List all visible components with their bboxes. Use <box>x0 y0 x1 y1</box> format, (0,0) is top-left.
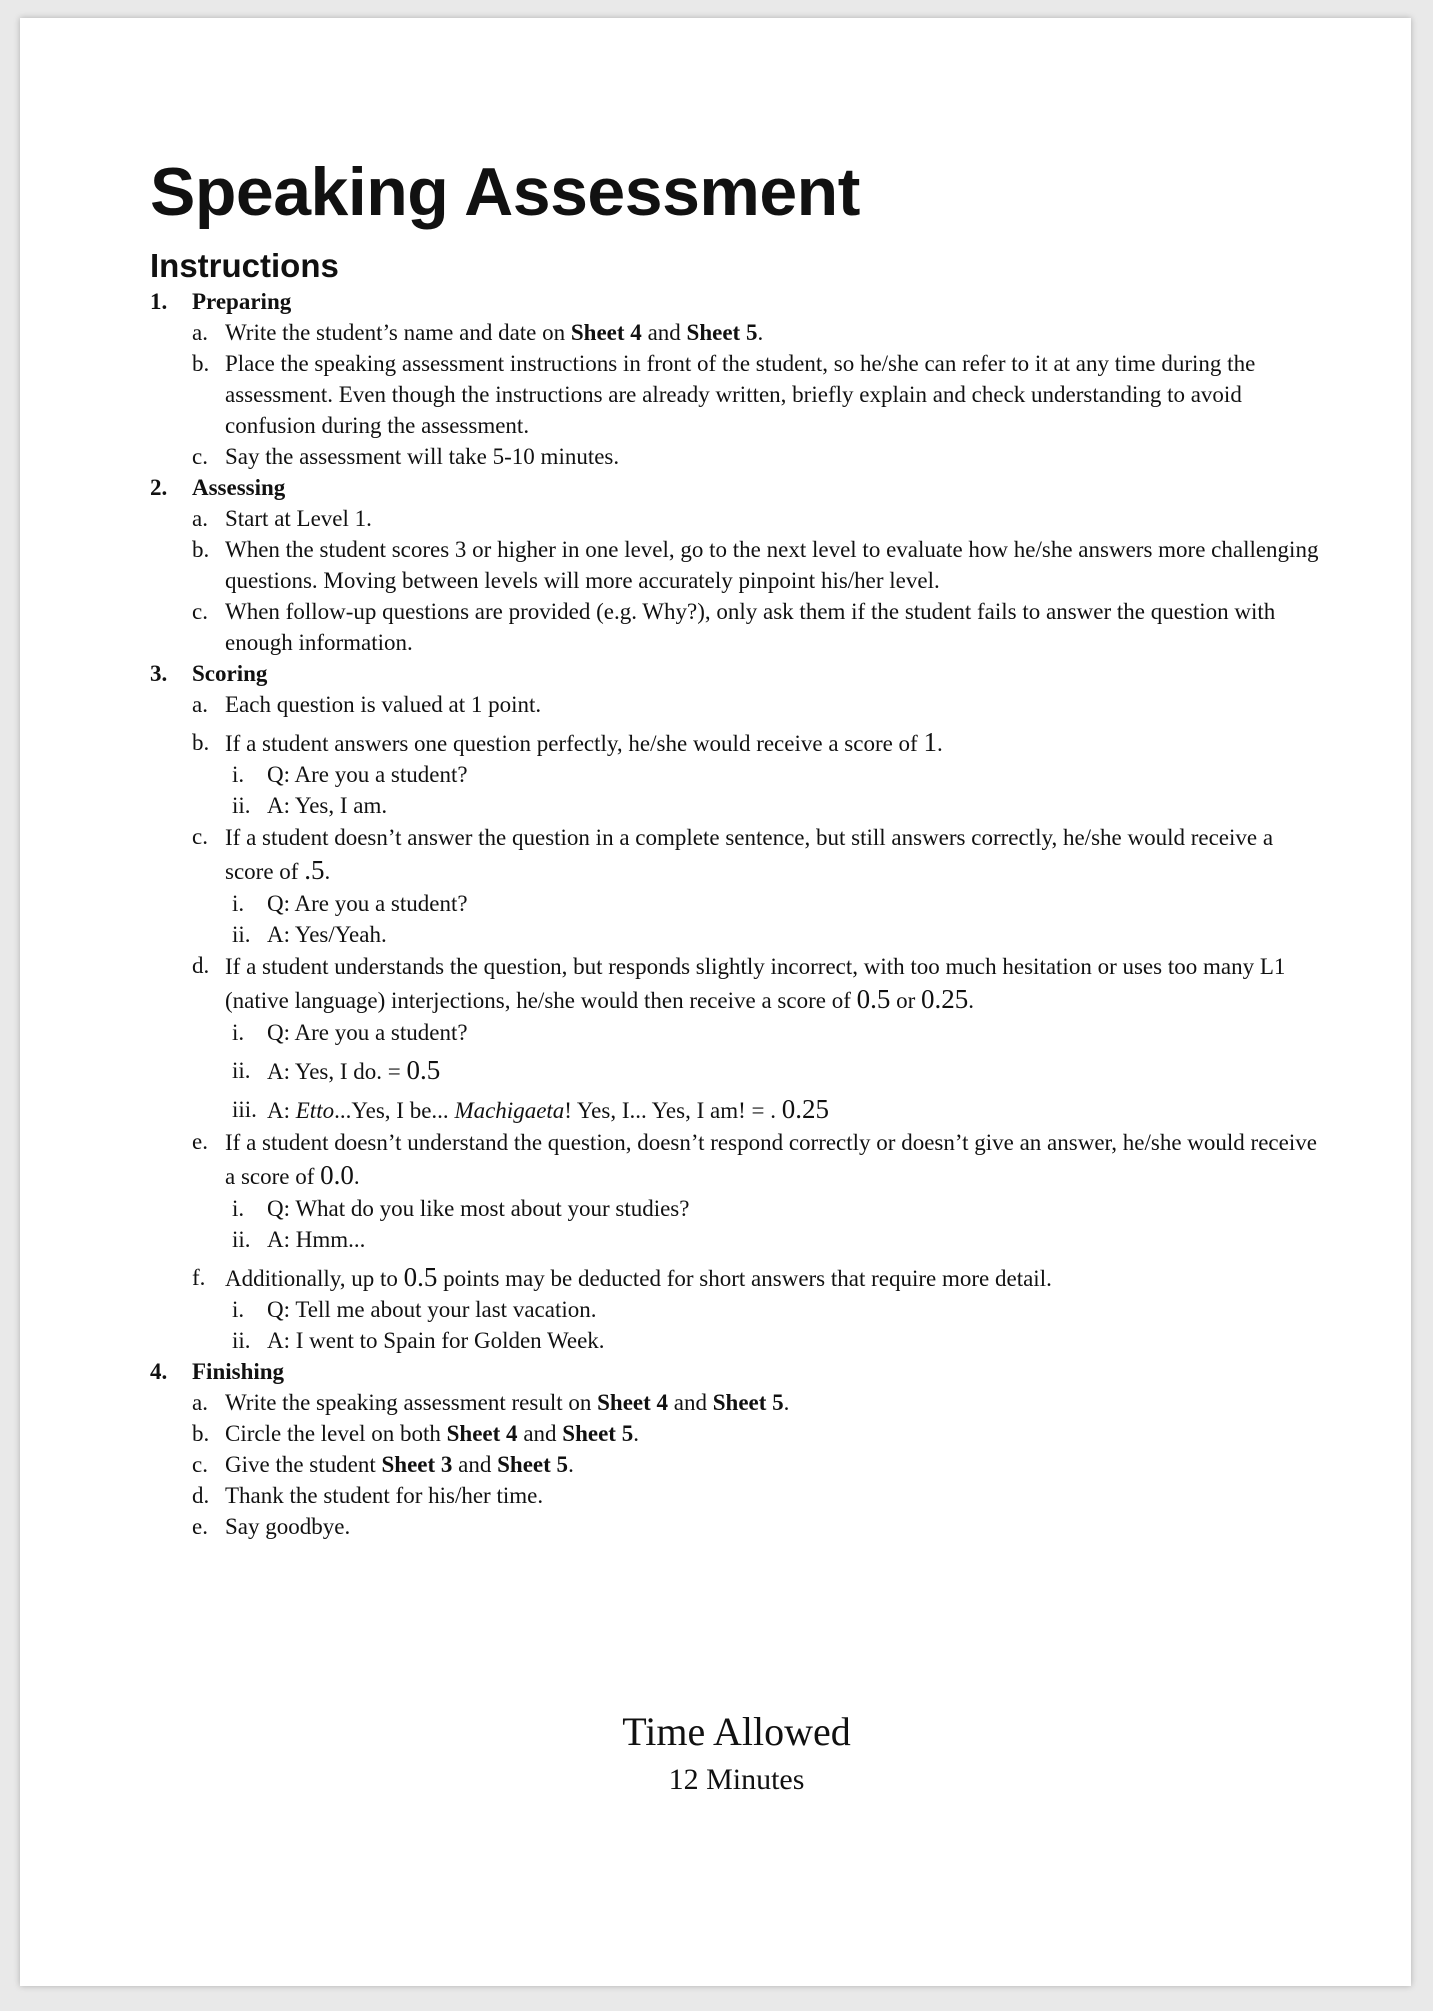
sub-item: ii. A: Yes, I do. = 0.5 <box>232 1055 441 1086</box>
item-text: If a student doesn’t understand the question, doesn’t respond correctly or doesn’t give an answer, he/she would receive a score of 0.0. <box>225 1130 1317 1191</box>
list-item <box>150 1387 1320 1418</box>
item-text: Place the speaking assessment instructions in front of the student, so he/she can refer to it at any time during the assessment. Even though the instructions are already written, briefly explain and check understanding to avoid confusion during the assessment. <box>225 351 1256 439</box>
item-text: Start at Level 1. <box>225 506 372 532</box>
list-item <box>150 348 1320 441</box>
item-text: Additionally, up to 0.5 points may be deducted for short answers that require more detail. <box>225 1262 1052 1293</box>
section-number: 4. <box>150 1359 168 1385</box>
list-item <box>150 596 1320 658</box>
item-marker: a. <box>192 692 208 718</box>
item-marker: a. <box>192 1390 208 1416</box>
score-value: .5 <box>304 855 325 886</box>
time-allowed-title: Time Allowed <box>622 1709 851 1754</box>
list-item <box>150 950 1320 1017</box>
item-marker: f. <box>192 1265 206 1291</box>
time-allowed-value: 12 Minutes <box>668 1763 805 1796</box>
list-item <box>150 503 1320 534</box>
item-marker: a. <box>192 320 208 346</box>
document-content <box>150 154 1320 1542</box>
item-marker: b. <box>192 1421 210 1447</box>
section-assessing <box>150 472 1320 503</box>
sub-item: i. Q: Are you a student? <box>232 891 468 917</box>
sub-item: ii. A: Hmm... <box>232 1227 366 1253</box>
item-text: Write the speaking assessment result on Sheet 4 and Sheet 5. <box>225 1390 790 1416</box>
document-page <box>20 18 1411 1986</box>
item-text: Give the student Sheet 3 and Sheet 5. <box>225 1452 574 1478</box>
item-text: If a student doesn’t answer the question in a complete sentence, but still answers correctly, he/she would receive a score of .5. <box>225 825 1274 886</box>
list-item <box>150 727 1320 759</box>
item-text: If a student understands the question, but responds slightly incorrect, with too much hesitation or uses too many L1 (native language) interjections, he/she would then receive a score of 0.5 or 0.25. <box>225 954 1286 1015</box>
item-marker: e. <box>192 1129 208 1155</box>
sub-item: i. Q: What do you like most about your studies? <box>232 1196 690 1222</box>
list-item <box>150 1262 1320 1294</box>
item-text: Say the assessment will take 5-10 minutes. <box>225 444 620 470</box>
score-value: 0.5 <box>406 1055 441 1086</box>
score-value: 0.25 <box>921 984 969 1015</box>
item-marker: d. <box>192 1483 210 1509</box>
section-title: Preparing <box>192 289 292 315</box>
item-marker: e. <box>192 1514 208 1540</box>
list-item <box>150 534 1320 596</box>
score-value: 0.0 <box>320 1160 354 1191</box>
score-value: 0.5 <box>403 1262 438 1293</box>
item-text: Write the student’s name and date on Sheet 4 and Sheet 5. <box>225 320 764 346</box>
list-item <box>150 1511 1320 1542</box>
sub-item: i. Q: Are you a student? <box>232 762 468 788</box>
item-marker: b. <box>192 351 210 377</box>
sub-item: ii. A: Yes, I am. <box>232 793 388 819</box>
instructions-heading: Instructions <box>150 247 339 284</box>
section-title: Finishing <box>192 1359 285 1385</box>
item-text: If a student answers one question perfectly, he/she would receive a score of 1. <box>225 727 943 758</box>
item-marker: c. <box>192 599 208 625</box>
list-item <box>150 1480 1320 1511</box>
sub-item: iii. A: Etto...Yes, I be... Machigaeta! Yes, I... Yes, I am! = . 0.25 <box>232 1094 829 1125</box>
section-number: 2. <box>150 475 168 501</box>
section-title: Assessing <box>192 475 286 501</box>
list-item <box>150 317 1320 348</box>
section-scoring <box>150 658 1320 689</box>
score-value: 0.5 <box>856 984 891 1015</box>
section-preparing <box>150 286 1320 317</box>
sub-item: i. Q: Tell me about your last vacation. <box>232 1297 597 1323</box>
section-finishing <box>150 1356 1320 1387</box>
item-marker: c. <box>192 444 208 470</box>
item-marker: c. <box>192 824 208 850</box>
page-title: Speaking Assessment <box>150 154 860 230</box>
item-text: Thank the student for his/her time. <box>225 1483 544 1509</box>
item-text: Circle the level on both Sheet 4 and Sheet 5. <box>225 1421 639 1447</box>
item-marker: b. <box>192 537 210 563</box>
list-item <box>150 1449 1320 1480</box>
sub-item: ii. A: I went to Spain for Golden Week. <box>232 1328 605 1354</box>
list-item <box>150 821 1320 888</box>
item-marker: d. <box>192 953 210 979</box>
list-item <box>150 1418 1320 1449</box>
sub-item: ii. A: Yes/Yeah. <box>232 922 387 948</box>
score-value: 1 <box>923 727 937 758</box>
list-item <box>150 689 1320 720</box>
sub-item: i. Q: Are you a student? <box>232 1020 468 1046</box>
item-text: When follow-up questions are provided (e.g. Why?), only ask them if the student fails to answer the question with enough information. <box>225 599 1276 656</box>
item-text: Each question is valued at 1 point. <box>225 692 542 718</box>
score-value: 0.25 <box>781 1094 829 1125</box>
list-item <box>150 1126 1320 1193</box>
item-marker: b. <box>192 730 210 756</box>
list-item <box>150 441 1320 472</box>
item-text: When the student scores 3 or higher in one level, go to the next level to evaluate how he/she answers more challenging questions. Moving between levels will more accurately pinpoint his/her level. <box>225 537 1319 594</box>
item-marker: c. <box>192 1452 208 1478</box>
item-text: Say goodbye. <box>225 1514 351 1540</box>
section-title: Scoring <box>192 661 268 687</box>
item-marker: a. <box>192 506 208 532</box>
section-number: 1. <box>150 289 168 315</box>
section-number: 3. <box>150 661 168 687</box>
